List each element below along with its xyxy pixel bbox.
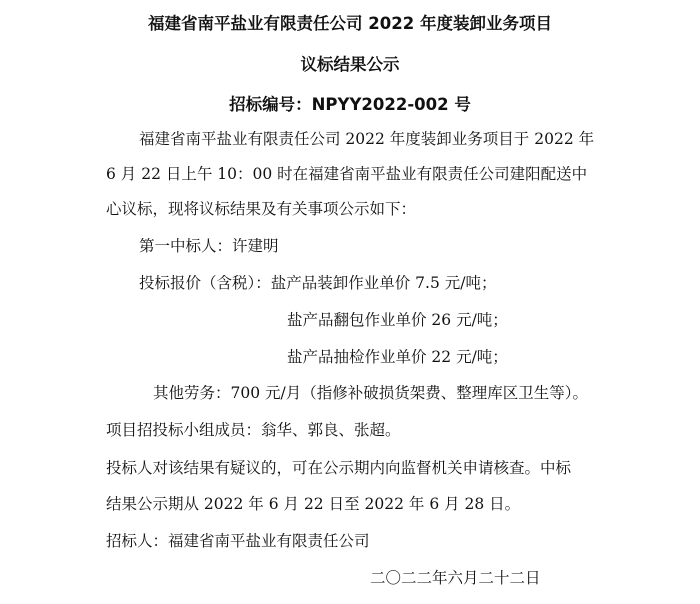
other-labor-line: 其他劳务：700 元/月（指修补破损货架费、整理库区卫生等）。 [153, 384, 588, 402]
bid-number: 招标编号：NPYY2022-002 号 [229, 95, 471, 114]
winner-line: 第一中标人：许建明 [139, 237, 279, 255]
intro-line-1: 福建省南平盐业有限责任公司 2022 年度装卸业务项目于 2022 年 [139, 130, 595, 148]
price-line-2: 盐产品翻包作业单价 26 元/吨； [287, 311, 508, 329]
price-line-3: 盐产品抽检作业单价 22 元/吨； [287, 348, 508, 366]
intro-line-2: 6 月 22 日上午 10：00 时在福建省南平盐业有限责任公司建阳配送中 [106, 165, 588, 183]
objection-line-1: 投标人对该结果有疑议的，可在公示期内向监督机关申请核查。中标 [106, 459, 572, 477]
price-line-1: 投标报价（含税）：盐产品装卸作业单价 7.5 元/吨； [139, 274, 497, 292]
document-subtitle: 议标结果公示 [300, 55, 400, 74]
document-title: 福建省南平盐业有限责任公司 2022 年度装卸业务项目 [148, 14, 552, 33]
document-date: 二〇二二年六月二十二日 [370, 569, 541, 587]
tenderer-line: 招标人：福建省南平盐业有限责任公司 [106, 532, 370, 550]
committee-line: 项目招投标小组成员：翁华、郭良、张超。 [106, 421, 401, 439]
objection-line-2: 结果公示期从 2022 年 6 月 22 日至 2022 年 6 月 28 日。 [106, 495, 521, 513]
intro-line-3: 心议标，现将议标结果及有关事项公示如下： [106, 200, 417, 218]
